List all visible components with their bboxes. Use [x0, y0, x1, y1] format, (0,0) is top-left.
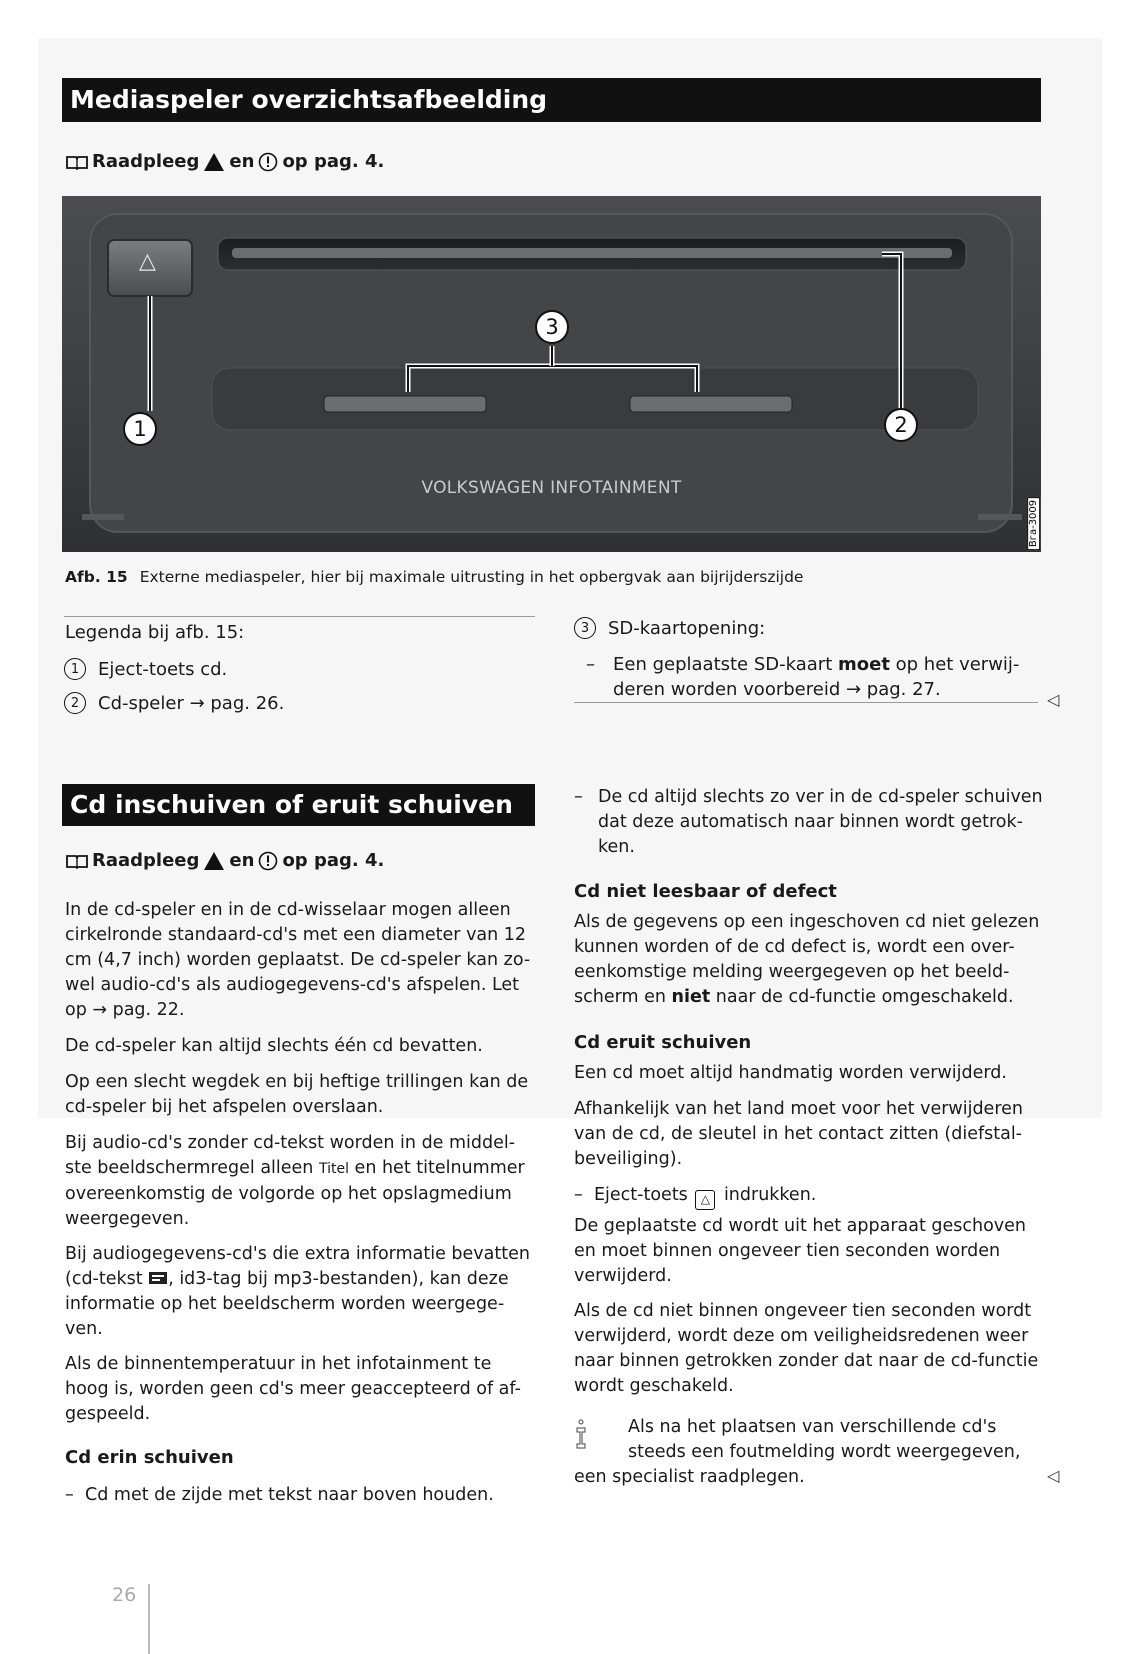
text-line: Als de binnentemperatuur in het infotainment te [65, 1354, 492, 1374]
reference-line-2 [66, 850, 384, 871]
step-eject: – Eject-toets △ indrukken. [574, 1183, 1054, 1210]
caption-text: Externe mediaspeler, hier bij maximale uitrusting in het opbergvak aan bijrijderszijde [139, 568, 804, 586]
legend-num-3: 3 [574, 617, 596, 639]
legend-rule-top [64, 616, 535, 617]
section-title-cd [62, 784, 535, 826]
text-line: weergegeven. [65, 1209, 190, 1229]
reference-line [66, 151, 384, 172]
brand-label: VOLKSWAGEN INFOTAINMENT [421, 478, 682, 498]
legend-item-1 [64, 658, 227, 680]
legend-title: Legenda bij afb. 15: [65, 622, 245, 643]
tip-text [574, 1465, 1054, 1490]
text-bold: niet [671, 987, 711, 1007]
text-line: cirkelronde standaard-cd's met een diameter van 12 [65, 925, 527, 945]
text-line: een specialist raadplegen. [574, 1467, 805, 1487]
text-line: ken. [598, 837, 635, 857]
legend-note: – Een geplaatste SD-kaart moet op het verwij- deren worden voorbereid → pag. 27. [613, 652, 1053, 702]
end-mark-1: ◁ [1047, 692, 1060, 709]
book-icon [66, 154, 88, 170]
text-line: steeds een foutmelding wordt weergegeven, [628, 1442, 1021, 1462]
legend-text-3: SD-kaartopening: [608, 617, 766, 639]
legend-rule-bottom [574, 702, 1038, 703]
text-line: gespeeld. [65, 1404, 151, 1424]
legend-note-post: op het verwij- [889, 654, 1020, 675]
warning-icon [203, 851, 225, 871]
text-line: verwijderd. [574, 1266, 672, 1286]
para-eject-out [574, 1214, 1054, 1289]
cd-text-icon [148, 1270, 168, 1286]
section2-title-text: Cd inschuiven of eruit schuiven [70, 790, 513, 819]
ref2-prefix: Raadpleeg [92, 850, 200, 871]
text-line: In de cd-speler en in de cd-wisselaar mogen alleen [65, 900, 511, 920]
text-line: overeenkomstig de volgorde op het opslagmedium [65, 1184, 512, 1204]
eject-glyph: △ [139, 248, 156, 273]
tip-icon [572, 1418, 590, 1454]
sd-slot-right [630, 396, 792, 412]
text-line: De geplaatste cd wordt uit het apparaat geschoven [574, 1216, 1027, 1236]
para-one-cd [65, 1034, 545, 1059]
text-span: scherm en [574, 987, 672, 1007]
text-span: en het titelnummer [348, 1158, 525, 1178]
text-line: naar binnen getrokken zonder dat naar de cd-functie [574, 1351, 1039, 1371]
tip-text-indented [628, 1415, 1068, 1465]
ref2-mid: en [229, 850, 255, 871]
book-icon [66, 853, 88, 869]
step-push: – De cd altijd slechts zo ver in de cd-speler schuiven dat deze automatisch naar binnen wordt getrok- ken. [574, 785, 1054, 860]
text-line: verwijderd, wordt deze om veiligheidsredenen weer [574, 1326, 1029, 1346]
media-player-illustration [62, 196, 1041, 552]
sd-slot-left [324, 396, 486, 412]
text-line: op → pag. 22. [65, 1000, 185, 1020]
ref-prefix: Raadpleeg [92, 151, 200, 172]
legend-num-1: 1 [64, 658, 86, 680]
text-line: dat deze automatisch naar binnen wordt getrok- [598, 812, 1023, 832]
para-cd-types [65, 898, 545, 1023]
section-title-text: Mediaspeler overzichtsafbeelding [70, 85, 548, 114]
text-span: ste beeldschermregel alleen [65, 1158, 319, 1178]
right-trim [978, 514, 1022, 520]
legend-note-pre: Een geplaatste SD-kaart [613, 654, 838, 675]
text-line: informatie op het beeldscherm worden weergege- [65, 1294, 505, 1314]
text-line: Bij audiogegevens-cd's die extra informatie bevatten [65, 1244, 530, 1264]
legend-num-2: 2 [64, 692, 86, 714]
figure-caption [65, 568, 803, 586]
ref-suffix: op pag. 4. [282, 151, 385, 172]
text-line: beveiliging). [574, 1149, 683, 1169]
para-eject-manual [574, 1061, 1054, 1086]
left-trim [82, 514, 124, 520]
section-title-mediaspeler [62, 78, 1041, 122]
cd-slot-highlight [232, 248, 952, 258]
text-line: wel audio-cd's als audiogegevens-cd's afspelen. Let [65, 975, 520, 995]
media-player-figure [62, 196, 1041, 552]
legend-note-bold: moet [837, 654, 890, 675]
text-line: cd-speler bij het afspelen overslaan. [65, 1097, 384, 1117]
text-line: eenkomstige melding weergegeven op het beeld- [574, 962, 1010, 982]
text-line: cm (4,7 inch) worden geplaatst. De cd-speler kan zo- [65, 950, 531, 970]
text-span: De cd altijd slechts zo ver in de cd-speler schuiven [598, 787, 1043, 807]
text-line: en moet binnen ongeveer tien seconden worden [574, 1241, 1001, 1261]
text-line: Een cd moet altijd handmatig worden verwijderd. [574, 1063, 1007, 1083]
page-number: 26 [112, 1584, 137, 1606]
text-line: Als de gegevens op een ingeschoven cd niet gelezen [574, 912, 1040, 932]
text-line: Op een slecht wegdek en bij heftige trillingen kan de [65, 1072, 529, 1092]
text-line: wordt geschakeld. [574, 1376, 734, 1396]
text-line: Afhankelijk van het land moet voor het verwijderen [574, 1099, 1023, 1119]
ref-mid: en [229, 151, 255, 172]
text-line: Als de cd niet binnen ongeveer tien seconden wordt [574, 1301, 1032, 1321]
caution-icon [258, 851, 278, 871]
warning-icon [203, 152, 225, 172]
step-insert: – Cd met de zijde met tekst naar boven houden. [65, 1485, 494, 1505]
para-defect [574, 910, 1054, 1010]
text-span: (cd-tekst [65, 1269, 149, 1289]
legend-text-2: Cd-speler → pag. 26. [98, 692, 285, 714]
text-span: Cd met de zijde met tekst naar boven houden. [85, 1485, 494, 1505]
para-data-cd [65, 1242, 545, 1342]
text-span: , id3-tag bij mp3-bestanden), kan deze [168, 1269, 509, 1289]
text-span: naar de cd-functie omgeschakeld. [710, 987, 1014, 1007]
eject-key-icon: △ [695, 1190, 715, 1210]
callout-2: 2 [884, 408, 918, 442]
text-line: ven. [65, 1319, 103, 1339]
figure-code-text: Bгa-3009 [1027, 497, 1040, 550]
para-audio-cd [65, 1131, 545, 1232]
caution-icon [258, 152, 278, 172]
legend-text-1: Eject-toets cd. [98, 658, 228, 680]
subhead-defect: Cd niet leesbaar of defect [574, 881, 837, 902]
legend-item-2 [64, 692, 284, 714]
figure-code [1026, 196, 1041, 552]
subhead-eject: Cd eruit schuiven [574, 1032, 752, 1053]
text-span: indrukken. [718, 1185, 817, 1205]
text-line: hoog is, worden geen cd's meer geaccepteerd of af- [65, 1379, 521, 1399]
end-mark-2: ◁ [1047, 1468, 1060, 1485]
callout-3: 3 [535, 310, 569, 344]
text-line: kunnen worden of de cd defect is, wordt een over- [574, 937, 1015, 957]
legend-item-3 [574, 617, 765, 639]
caption-label: Afb. 15 [65, 568, 128, 586]
callout-1: 1 [123, 412, 157, 446]
legend-note-line2: deren worden voorbereid → pag. 27. [613, 679, 941, 700]
ref2-suffix: op pag. 4. [282, 850, 385, 871]
para-eject-key [574, 1097, 1054, 1172]
text-line: De cd-speler kan altijd slechts één cd bevatten. [65, 1036, 483, 1056]
text-line: van de cd, de sleutel in het contact zitten (diefstal- [574, 1124, 1023, 1144]
text-line: Als na het plaatsen van verschillende cd's [628, 1417, 997, 1437]
para-temperature [65, 1352, 545, 1427]
para-road [65, 1070, 545, 1120]
text-span: Eject-toets [594, 1185, 694, 1205]
page-number-divider [148, 1584, 150, 1654]
subhead-insert: Cd erin schuiven [65, 1447, 234, 1468]
text-line: Bij audio-cd's zonder cd-tekst worden in de middel- [65, 1133, 516, 1153]
display-label-titel: Titel [318, 1161, 349, 1177]
para-eject-retract [574, 1299, 1054, 1399]
